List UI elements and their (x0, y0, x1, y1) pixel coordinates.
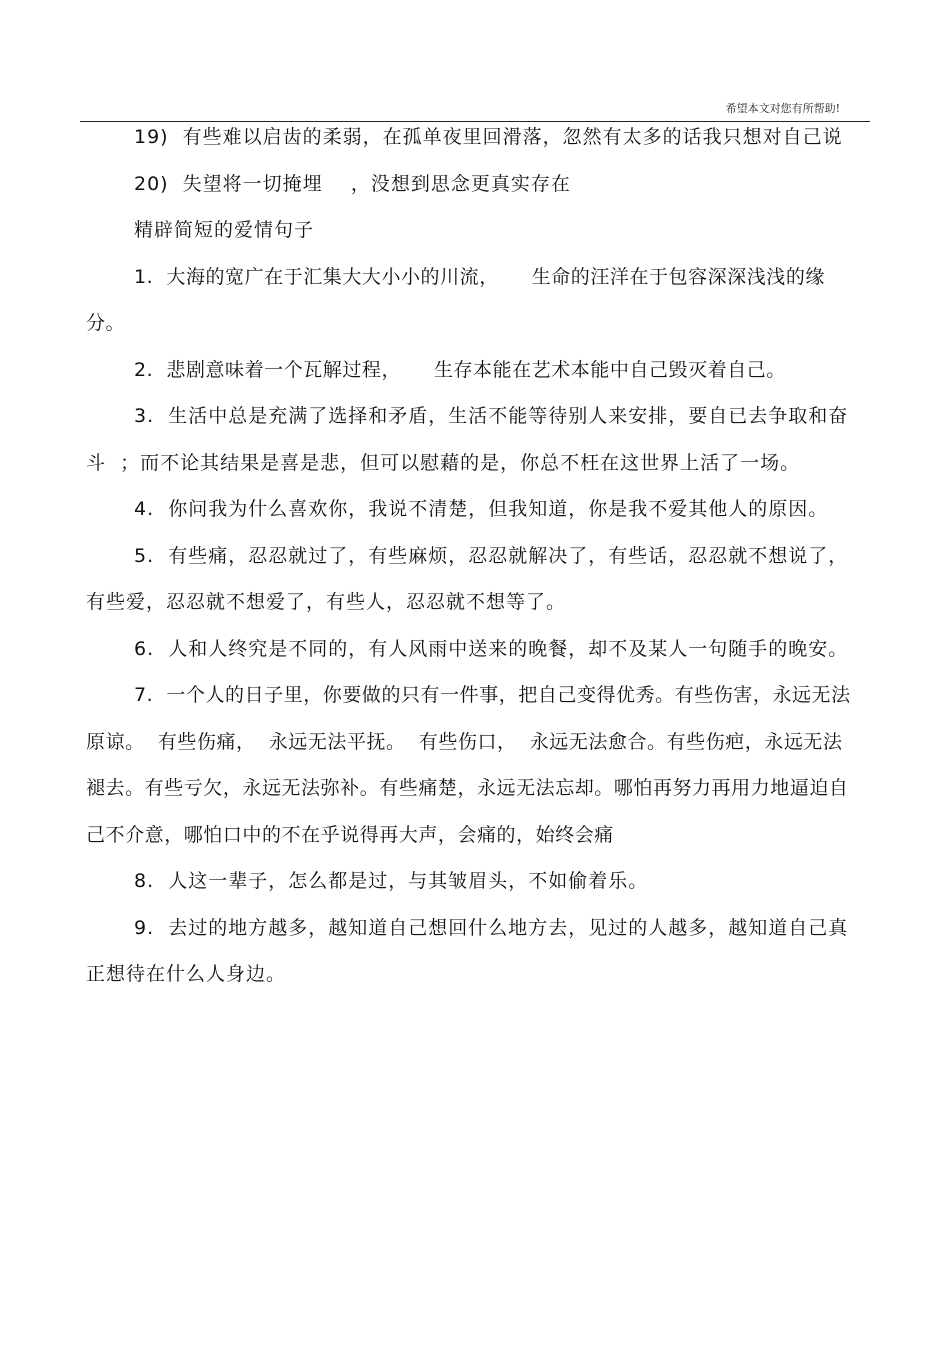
section-heading: 精辟简短的爱情句子 (134, 219, 315, 241)
header-note: 希望本文对您有所帮助! (725, 102, 840, 115)
paragraph-5: 5. 有些痛，忍忍就过了，有些麻烦，忍忍就解决了，有些话，忍忍就不想说了，有些爱，忍忍就不想爱了，有些人，忍忍就不想等了。 (86, 544, 849, 613)
paragraph-8: 8. 人这一辈子，怎么都是过，与其皱眉头，不如偷着乐。 (134, 870, 649, 892)
document-body (86, 114, 856, 998)
paragraph-6: 6. 人和人终究是不同的，有人风雨中送来的晚餐，却不及某人一句随手的晚安。 (134, 637, 849, 660)
paragraph-4: 4. 你问我为什么喜欢你，我说不清楚，但我知道，你是我不爱其他人的原因。 (134, 498, 829, 520)
paragraph-19: 19) 有些难以启齿的柔弱，在孤单夜里回滑落，忽然有太多的话我只想对自己说 (134, 126, 843, 148)
paragraph-1: 1. 大海的宽广在于汇集大大小小的川流， 生命的汪洋在于包容深深浅浅的缘分。 (86, 265, 825, 334)
paragraph-20: 20) 失望将一切掩埋 ，没想到思念更真实存在 (134, 172, 571, 195)
paragraph-2: 2. 悲剧意味着一个瓦解过程， 生存本能在艺术本能中自己毁灭着自己。 (134, 358, 786, 381)
paragraph-7: 7. 一个人的日子里，你要做的只有一件事，把自己变得优秀。有些伤害，永远无法原谅。 有些伤痛， 永远无法平抚。 有些伤口， 永远无法愈合。有些伤疤，永远无法褪去。有些亏欠，永远无法弥补。有些痛楚，永远无法忘却。哪怕再努力再用力地逼迫自己不介意，哪怕口中的不在乎说得再大声，会痛的，始终会痛 (86, 684, 851, 846)
paragraph-9: 9. 去过的地方越多，越知道自己想回什么地方去，见过的人越多，越知道自己真正想待在什么人身边。 (86, 916, 849, 985)
paragraph-3: 3. 生活中总是充满了选择和矛盾，生活不能等待别人来安排，要自已去争取和奋斗 ；而不论其结果是喜是悲，但可以慰藉的是，你总不枉在这世界上活了一场。 (86, 405, 849, 474)
